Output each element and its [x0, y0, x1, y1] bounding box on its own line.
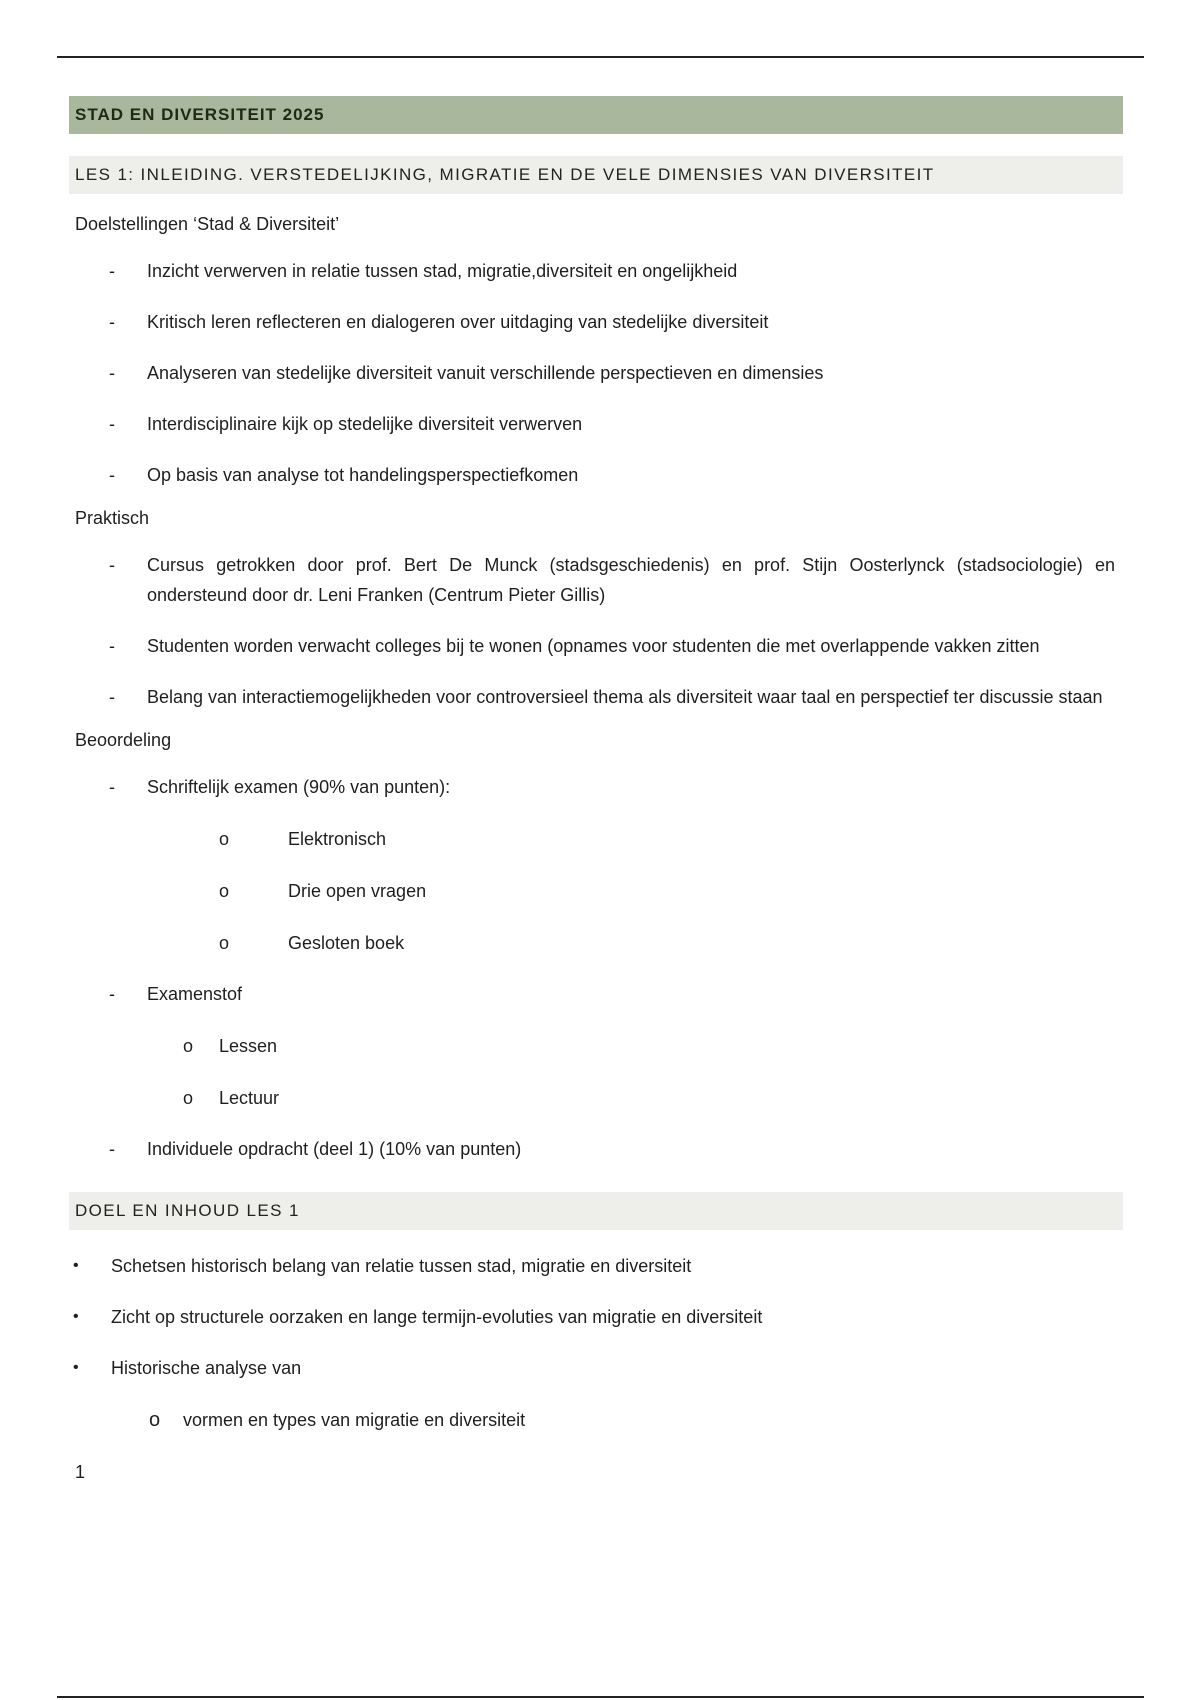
list-item: [69, 460, 1123, 490]
list-item: [69, 256, 1123, 286]
praktisch-list: [69, 550, 1123, 712]
list-item: [69, 682, 1123, 712]
list-item-text: Inzicht verwerven in relatie tussen stad, migratie,diversiteit en ongelijkheid: [147, 261, 738, 281]
circle-marker: o: [183, 1088, 194, 1108]
bullet-marker: •: [73, 1257, 79, 1274]
list-item: [69, 1134, 1123, 1164]
list-item: [69, 979, 1123, 1009]
document-title-banner: STAD EN DIVERSITEIT 2025: [69, 96, 1123, 134]
header-rule: [57, 56, 1144, 58]
list-item-text: Lessen: [219, 1036, 278, 1056]
document-page: [69, 96, 1123, 1487]
list-item-text: Gesloten boek: [288, 933, 405, 953]
doelstellingen-title: Doelstellingen ‘Stad & Diversiteit’: [75, 214, 340, 234]
bullet-marker: •: [73, 1359, 79, 1376]
circle-marker: o: [219, 933, 230, 953]
dash-marker: -: [109, 363, 115, 383]
dash-marker: -: [109, 414, 115, 434]
list-item: [69, 1405, 1123, 1435]
list-item-text: Individuele opdracht (deel 1) (10% van punten): [147, 1139, 522, 1159]
praktisch-title: Praktisch: [75, 508, 150, 528]
list-item-text: Interdisciplinaire kijk op stedelijke diversiteit verwerven: [147, 414, 583, 434]
list-item-text: Examenstof: [147, 984, 243, 1004]
list-item-text: Schriftelijk examen (90% van punten):: [147, 777, 451, 797]
dash-marker: -: [109, 777, 115, 797]
list-item-text: Drie open vragen: [288, 881, 427, 901]
doelstellingen-list: [69, 256, 1123, 490]
dash-marker: -: [109, 465, 115, 485]
list-item: [69, 876, 1123, 906]
list-item: [69, 1031, 1123, 1061]
list-item: [69, 358, 1123, 388]
historische-analyse-list: [69, 1405, 1123, 1435]
list-item-text: Zicht op structurele oorzaken en lange termijn-evoluties van migratie en diversiteit: [111, 1307, 763, 1327]
list-item: [69, 1302, 1123, 1332]
doel-list: [69, 1251, 1123, 1383]
list-item: [69, 1083, 1123, 1113]
list-item-text: Studenten worden verwacht colleges bij te wonen (opnames voor studenten die met overlappende vakken zitten: [147, 636, 1040, 656]
dash-marker: -: [109, 1139, 115, 1159]
list-item: [69, 1353, 1123, 1383]
list-item-text: Lectuur: [219, 1088, 280, 1108]
dash-marker: -: [109, 312, 115, 332]
opdracht-list: [69, 1134, 1123, 1164]
list-item: [69, 824, 1123, 854]
bullet-marker: •: [73, 1308, 79, 1325]
list-item-text: Belang van interactiemogelijkheden voor controversieel thema als diversiteit waar taal en perspectief ter discussie staan: [147, 687, 1103, 707]
list-item: [69, 550, 1123, 610]
beoordeling-title: Beoordeling: [75, 730, 172, 750]
exam-details-list: [69, 824, 1123, 958]
dash-marker: -: [109, 261, 115, 281]
dash-marker: -: [109, 984, 115, 1004]
list-item-text: Kritisch leren reflecteren en dialogeren over uitdaging van stedelijke diversiteit: [147, 312, 769, 332]
dash-marker: -: [109, 636, 115, 656]
list-item: [69, 631, 1123, 661]
examenstof-list: [69, 979, 1123, 1009]
dash-marker: -: [109, 687, 115, 707]
circle-marker: o: [183, 1036, 194, 1056]
beoordeling-exam-list: [69, 772, 1123, 802]
list-item: [69, 772, 1123, 802]
list-item-text: Elektronisch: [288, 829, 387, 849]
list-item-text: Historische analyse van: [111, 1358, 302, 1378]
page-number: 1: [75, 1462, 86, 1482]
list-item: [69, 307, 1123, 337]
doel-heading: DOEL EN INHOUD LES 1: [69, 1192, 1123, 1230]
list-item-text: Schetsen historisch belang van relatie tussen stad, migratie en diversiteit: [111, 1256, 692, 1276]
circle-marker: o: [219, 881, 230, 901]
list-item-text: Analyseren van stedelijke diversiteit vanuit verschillende perspectieven en dimensies: [147, 363, 824, 383]
list-item-text: vormen en types van migratie en diversiteit: [183, 1410, 526, 1430]
dash-marker: -: [109, 555, 115, 575]
list-item-text: Cursus getrokken door prof. Bert De Munck (stadsgeschiedenis) en prof. Stijn Oosterlynck (stadsociologie) en ondersteund door dr. Leni Franken (Centrum Pieter Gillis): [147, 555, 1115, 605]
footer-rule: [57, 1696, 1144, 1698]
circle-marker: o: [149, 1409, 161, 1431]
list-item: [69, 409, 1123, 439]
list-item: [69, 1251, 1123, 1281]
lesson-1-heading: LES 1: INLEIDING. VERSTEDELIJKING, MIGRATIE EN DE VELE DIMENSIES VAN DIVERSITEIT: [69, 156, 1123, 194]
circle-marker: o: [219, 829, 230, 849]
list-item-text: Op basis van analyse tot handelingsperspectiefkomen: [147, 465, 579, 485]
list-item: [69, 928, 1123, 958]
examenstof-details-list: [69, 1031, 1123, 1113]
